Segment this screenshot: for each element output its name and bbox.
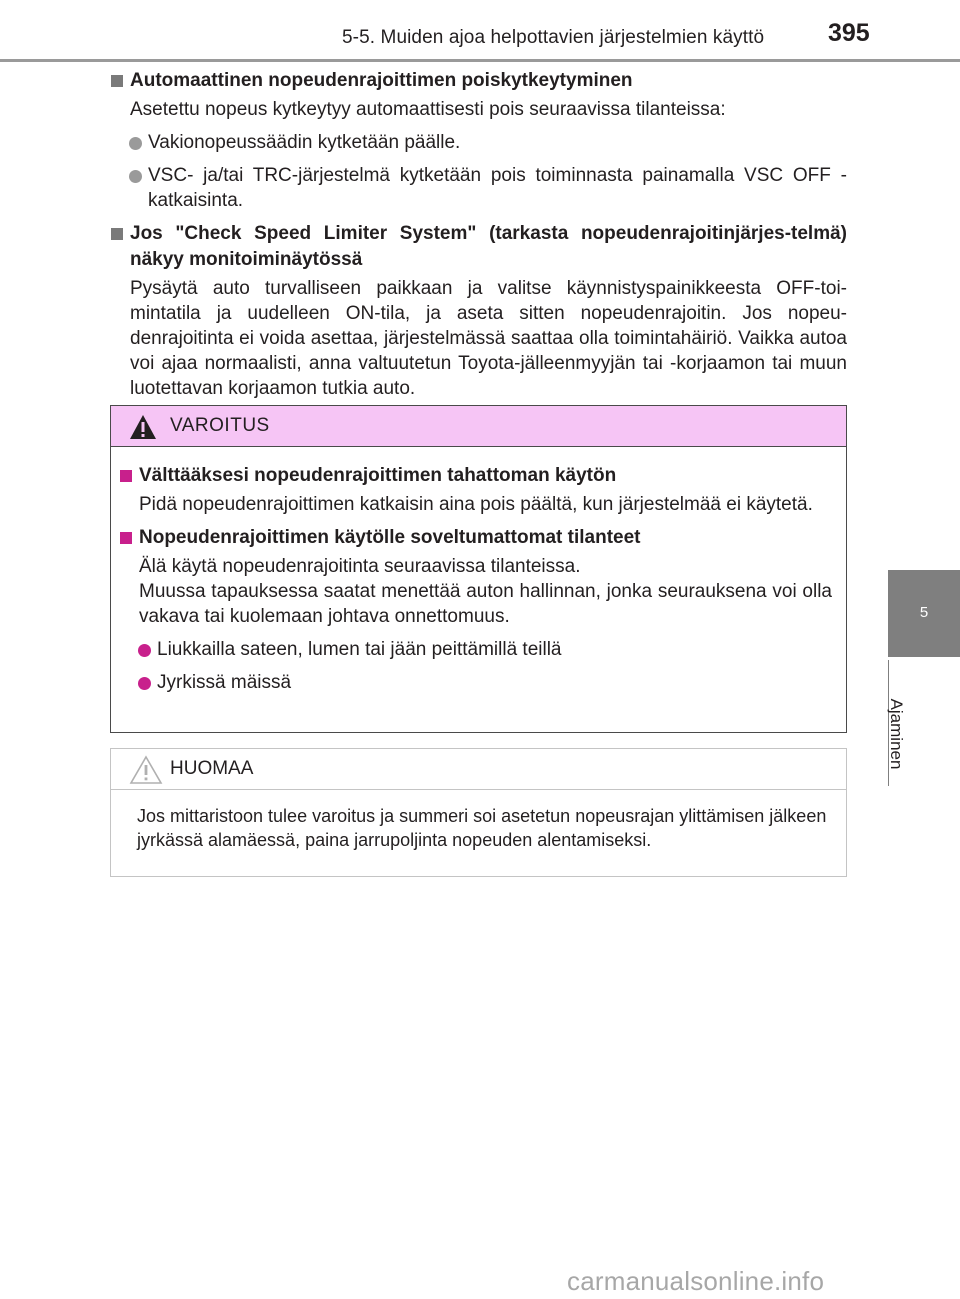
- warning-box: [110, 405, 847, 733]
- main-content: [110, 68, 847, 409]
- round-bullet-icon: [129, 137, 142, 150]
- page-number: 395: [828, 19, 870, 47]
- list-item-text: Liukkailla sateen, lumen tai jään peittämillä teillä: [157, 639, 562, 660]
- chapter-label: Ajaminen: [887, 698, 906, 770]
- warning-item-heading: [119, 525, 832, 551]
- chapter-tab: [888, 570, 960, 657]
- notice-title: HUOMAA: [170, 758, 254, 779]
- notice-triangle-icon: [129, 755, 163, 785]
- list-item: [119, 637, 832, 662]
- notice-box: [110, 748, 847, 877]
- warning-header: [111, 406, 846, 447]
- warning-item-text: Pidä nopeudenrajoittimen katkaisin aina pois päältä, kun järjestelmää ei käytetä.: [139, 494, 813, 515]
- square-bullet-icon: [111, 75, 123, 87]
- square-bullet-icon: [120, 470, 132, 482]
- round-bullet-icon: [138, 644, 151, 657]
- chapter-number: 5: [919, 604, 929, 621]
- warning-title: VAROITUS: [170, 415, 270, 436]
- square-bullet-icon: [111, 228, 123, 240]
- list-item: [119, 670, 832, 695]
- warning-item-heading: [119, 463, 832, 489]
- watermark: carmanualsonline.info: [567, 1266, 825, 1296]
- round-bullet-icon: [129, 170, 142, 183]
- warning-triangle-icon: [129, 414, 157, 440]
- warning-item-heading-text: Nopeudenrajoittimen käytölle soveltumattomat tilanteet: [139, 527, 641, 548]
- warning-item-text: Muussa tapauksessa saatat menettää auton hallinnan, jonka seurauksena voi olla vakava tai kuolemaan johtava onnettomuus.: [139, 581, 832, 627]
- warning-item-text: Älä käytä nopeudenrajoitinta seuraavissa tilanteissa.: [139, 556, 581, 577]
- square-bullet-icon: [120, 532, 132, 544]
- round-bullet-icon: [138, 677, 151, 690]
- section-heading-text: Automaattinen nopeudenrajoittimen poiskytkeytyminen: [130, 70, 633, 91]
- notice-header: [111, 749, 846, 790]
- section-paragraph: Asetettu nopeus kytkeytyy automaattisesti pois seuraavissa tilanteissa:: [130, 99, 726, 120]
- section-heading-text: Jos "Check Speed Limiter System" (tarkasta nopeudenrajoitinjärjes-telmä) näkyy monitoiminäytössä: [130, 223, 847, 270]
- header-rule: [0, 59, 960, 62]
- warning-body: [111, 447, 846, 695]
- list-item-text: Jyrkissä mäissä: [157, 672, 292, 693]
- section-paragraph: Pysäytä auto turvalliseen paikkaan ja valitse käynnistyspainikkeesta OFF-toi-mintatila ja uudelleen ON-tila, ja aseta sitten nopeudenrajoitin. Jos nopeu-denrajoitinta ei voida asettaa, järjestelmässä saattaa olla toimintahäiriö. Vaikka autoa voi ajaa normaalisti, anna valtuutetun Toyota-jälleenmyyjän tai -korjaamon tai muun luotettavan korjaamon tutkia auto.: [130, 278, 847, 399]
- notice-text: Jos mittaristoon tulee varoitus ja summeri soi asetetun nopeusrajan ylittämisen jälkeen jyrkässä alamäessä, paina jarrupoljinta nopeuden alentamiseksi.: [137, 806, 827, 850]
- header-section-title: 5-5. Muiden ajoa helpottavien järjestelmien käyttö: [342, 27, 765, 48]
- list-item: [110, 130, 847, 155]
- list-item-text: VSC- ja/tai TRC-järjestelmä kytketään pois toiminnasta painamalla VSC OFF -katkaisinta.: [148, 165, 847, 211]
- list-item: [110, 163, 847, 213]
- section-heading: [110, 221, 847, 273]
- list-item-text: Vakionopeussäädin kytketään päälle.: [148, 132, 461, 153]
- section-heading: [110, 68, 847, 94]
- warning-item-heading-text: Välttääksesi nopeudenrajoittimen tahattoman käytön: [139, 465, 617, 486]
